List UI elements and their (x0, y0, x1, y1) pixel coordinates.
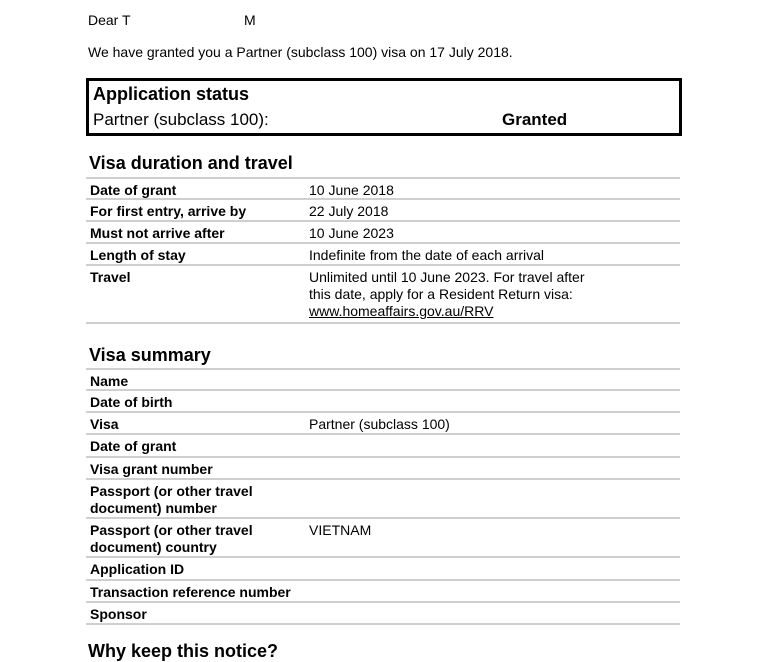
salutation-text: Dear T (88, 12, 131, 28)
application-status-box (86, 78, 682, 136)
row-value: 10 June 2023 (309, 225, 394, 241)
label-line: document) number (90, 500, 217, 516)
row-label (90, 483, 253, 517)
row-label: Date of birth (90, 394, 173, 410)
rrv-link[interactable]: www.homeaffairs.gov.au/RRV (309, 303, 494, 319)
label-line: Passport (or other travel (90, 522, 253, 538)
row-value: 22 July 2018 (309, 203, 389, 219)
row-label: For first entry, arrive by (90, 203, 247, 219)
table-row (86, 266, 680, 324)
why-keep-heading: Why keep this notice? (88, 641, 279, 661)
table-row (86, 177, 680, 200)
row-value: Partner (subclass 100) (309, 416, 450, 432)
travel-line-1: Unlimited until 10 June 2023. For travel after (309, 269, 585, 285)
table-row (86, 581, 680, 603)
row-label: Transaction reference number (90, 584, 291, 600)
duration-table (86, 177, 680, 324)
row-label (90, 522, 253, 556)
row-value: 10 June 2018 (309, 182, 394, 198)
table-row (86, 244, 680, 266)
status-title: Application status (93, 84, 250, 104)
table-row (86, 603, 680, 625)
status-label: Partner (subclass 100): (93, 110, 269, 129)
table-row (86, 368, 680, 391)
table-row (86, 413, 680, 435)
row-value (309, 269, 584, 320)
row-label: Visa (90, 416, 119, 432)
row-label: Date of grant (90, 438, 177, 454)
row-label: Name (90, 373, 129, 389)
row-label: Date of grant (90, 182, 177, 198)
label-line: document) country (90, 539, 217, 555)
duration-heading: Visa duration and travel (89, 153, 293, 173)
table-row (86, 222, 680, 244)
row-label: Travel (90, 269, 131, 285)
table-row (86, 558, 680, 581)
table-row (86, 458, 680, 480)
row-label: Application ID (90, 561, 185, 577)
table-row (86, 480, 680, 519)
travel-line-2: this date, apply for a Resident Return visa: (309, 286, 573, 302)
table-row (86, 391, 680, 413)
table-row (86, 435, 680, 458)
row-value: VIETNAM (309, 522, 372, 538)
row-label: Visa grant number (90, 461, 213, 477)
salutation (88, 12, 256, 28)
summary-table (86, 368, 680, 625)
salutation-initial: M (244, 12, 256, 28)
table-row (86, 200, 680, 222)
label-line: Passport (or other travel (90, 483, 253, 499)
table-row (86, 519, 680, 558)
summary-heading: Visa summary (89, 345, 211, 365)
intro-text: We have granted you a Partner (subclass 100) visa on 17 July 2018. (88, 44, 513, 60)
row-label: Length of stay (90, 247, 186, 263)
row-value: Indefinite from the date of each arrival (309, 247, 545, 263)
status-value: Granted (502, 110, 568, 129)
row-label: Must not arrive after (90, 225, 225, 241)
row-label: Sponsor (90, 606, 147, 622)
